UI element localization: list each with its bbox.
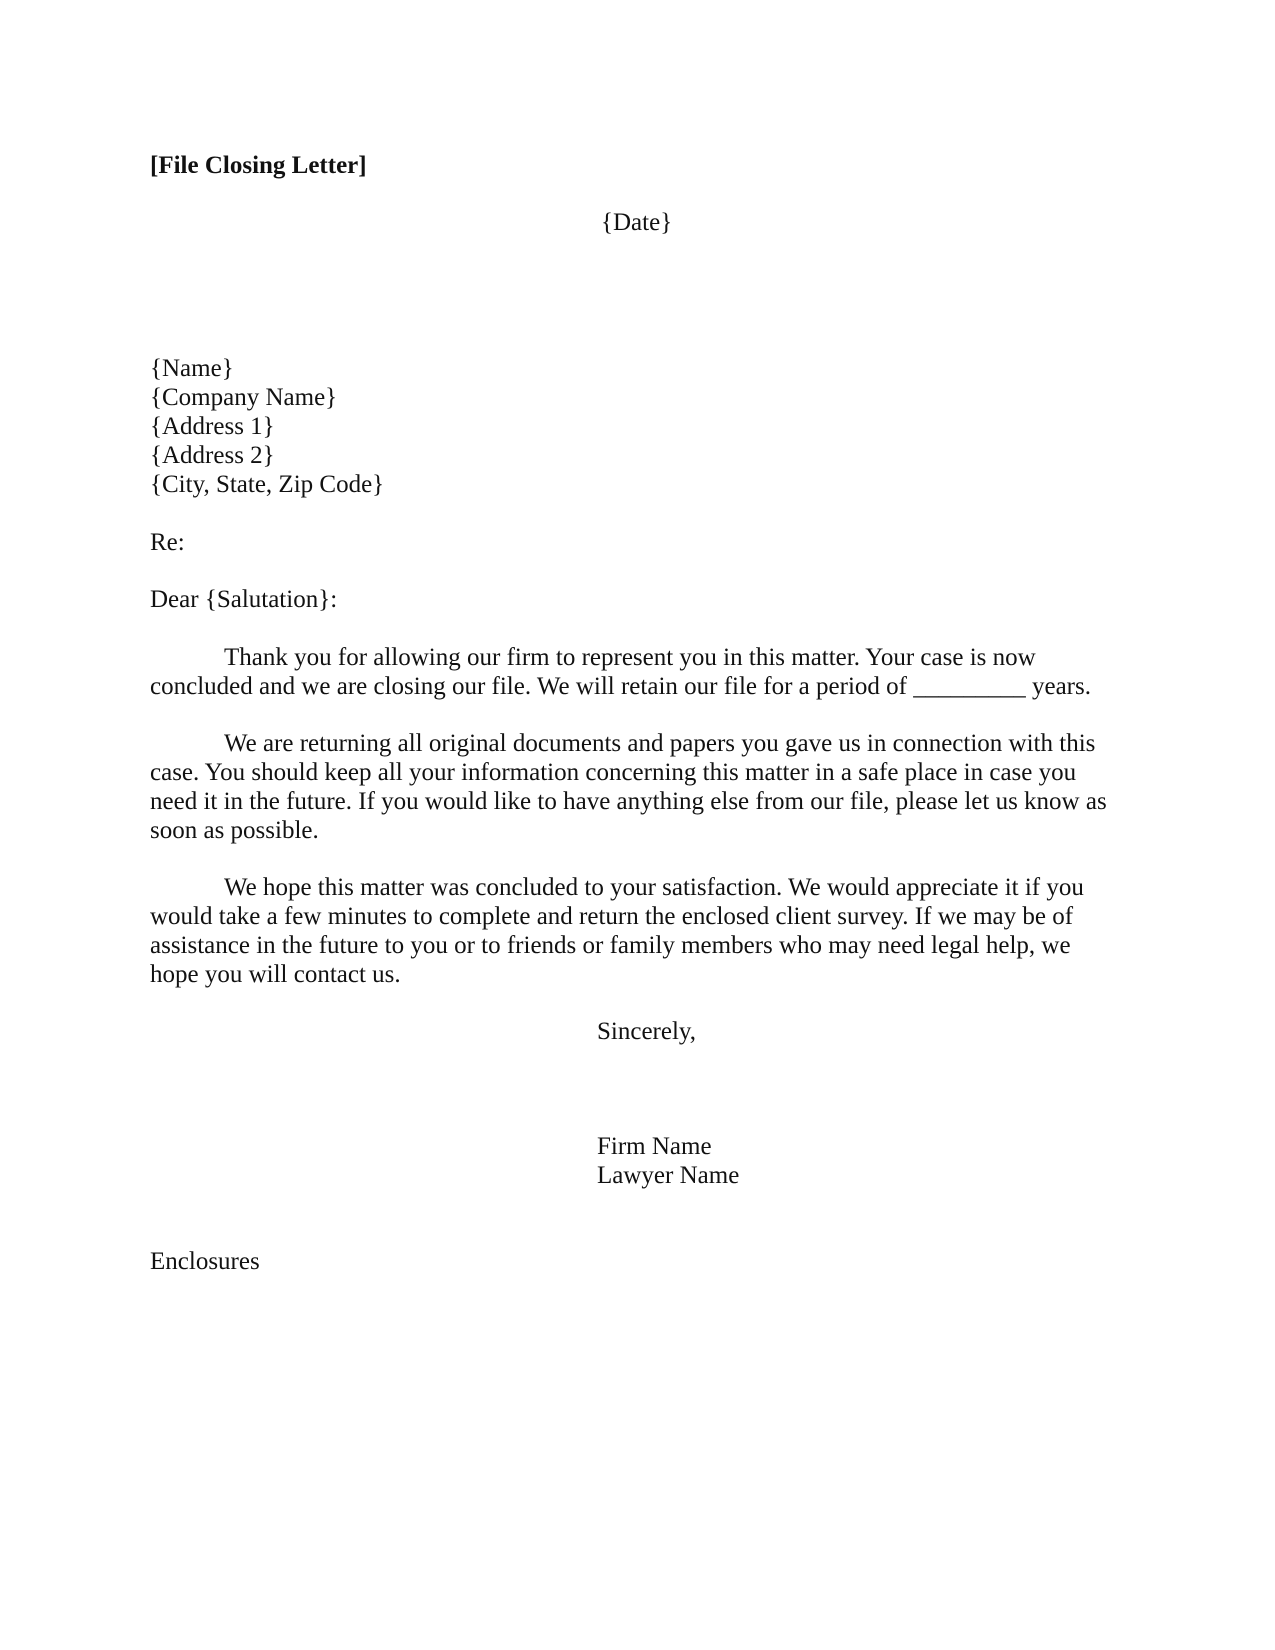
letter-title: [File Closing Letter] (150, 152, 367, 179)
re-line: Re: (150, 529, 185, 556)
enclosures-note: Enclosures (150, 1248, 260, 1275)
body-paragraph-3: We hope this matter was concluded to your satisfaction. We would appreciate it if you would take a few minutes to complete and return the enclosed client survey. If we may be of assistance in the future to you or to friends or family members who may need legal help, we hope you will contact us. (150, 874, 1084, 988)
body-paragraph-1: Thank you for allowing our firm to represent you in this matter. Your case is now concluded and we are closing our file. We will retain our file for a period of _________ years. (150, 644, 1091, 700)
recipient-address-block (150, 354, 384, 499)
recipient-address-1: {Address 1} (150, 413, 275, 440)
recipient-company: {Company Name} (150, 384, 338, 411)
closing: Sincerely, (597, 1018, 697, 1045)
recipient-name: {Name} (150, 355, 234, 382)
lawyer-name: Lawyer Name (597, 1162, 740, 1189)
recipient-city-state-zip: {City, State, Zip Code} (150, 471, 385, 498)
body-paragraph-2: We are returning all original documents and papers you gave us in connection with this case. You should keep all your information concerning this matter in a safe place in case you need it in the future. If you would like to have anything else from our file, please let us know as soon as possible. (150, 730, 1107, 844)
firm-name: Firm Name (597, 1133, 712, 1160)
letter-date: {Date} (601, 209, 673, 236)
recipient-address-2: {Address 2} (150, 442, 275, 469)
salutation: Dear {Salutation}: (150, 586, 338, 613)
